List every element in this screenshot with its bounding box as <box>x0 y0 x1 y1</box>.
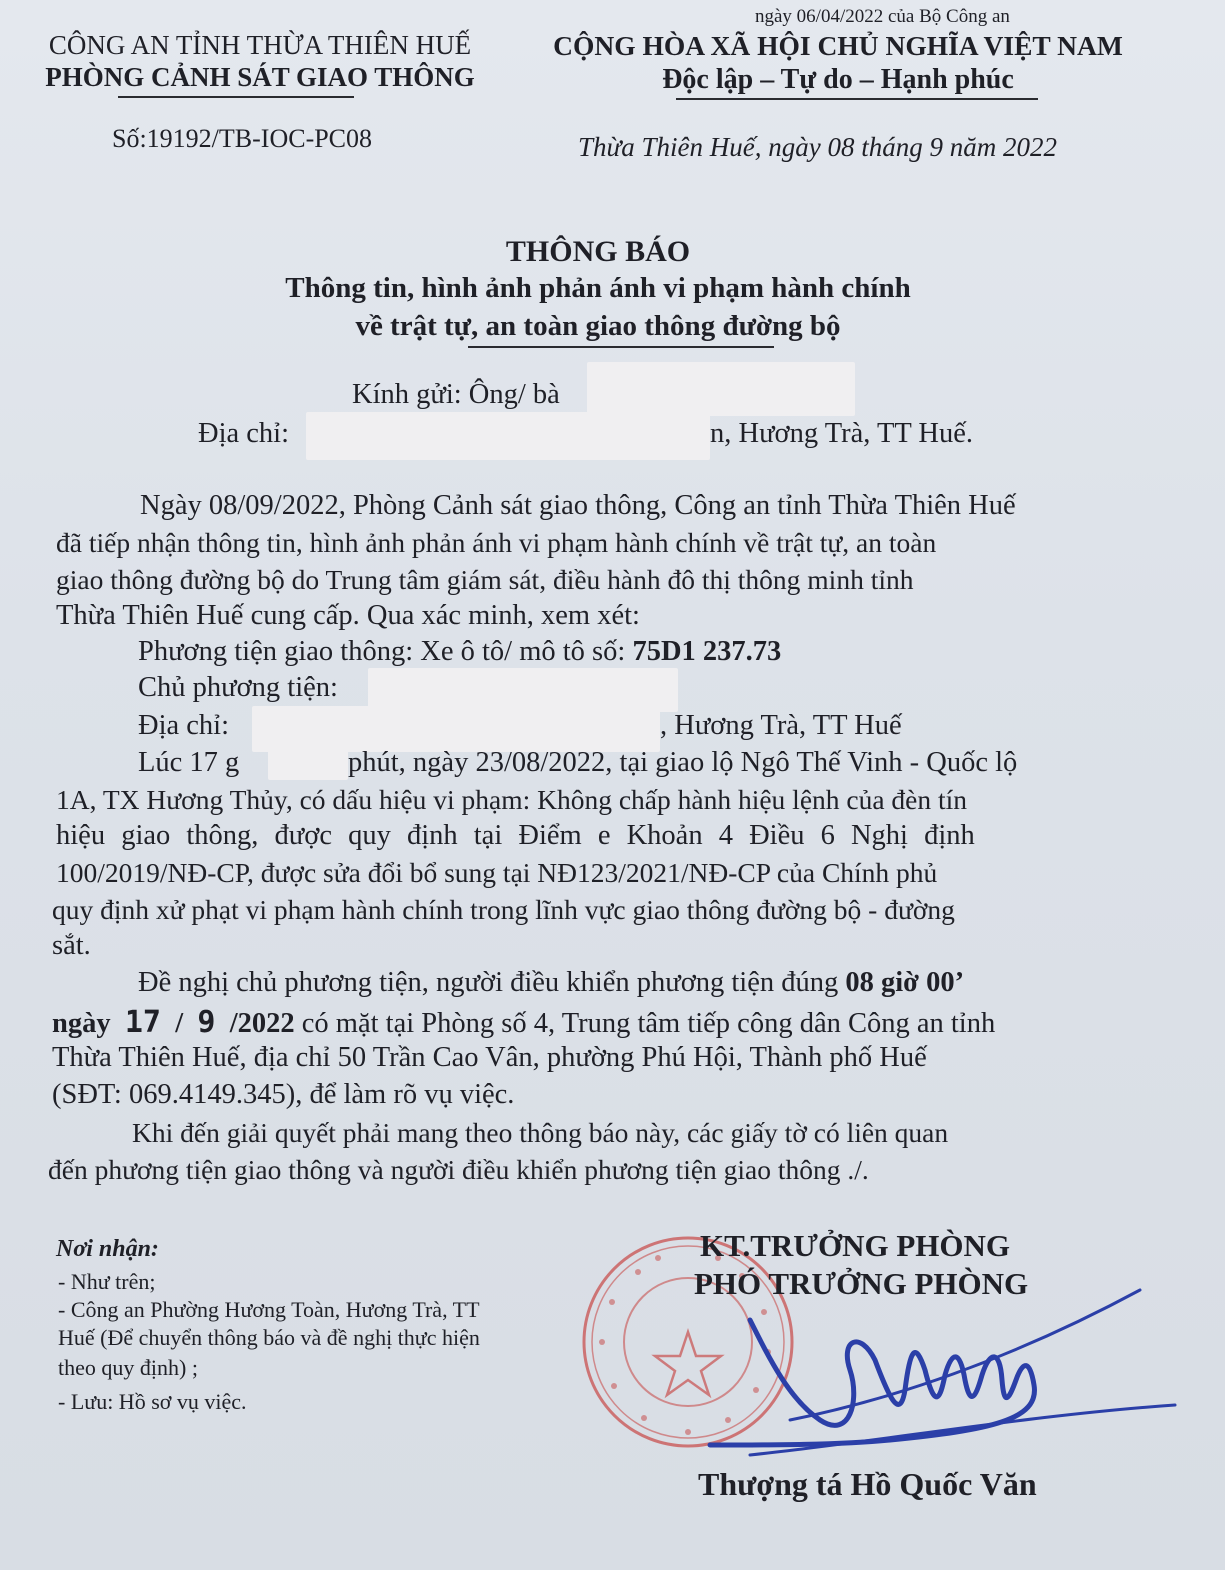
document-number: Số:19192/TB-IOC-PC08 <box>112 124 373 153</box>
paragraph-line: giao thông đường bộ do Trung tâm giám sát, điều hành đô thị thông minh tỉnh <box>56 564 914 595</box>
redacted-recipient-name <box>587 362 855 416</box>
department-name: PHÒNG CẢNH SÁT GIAO THÔNG <box>45 62 475 92</box>
recipient-address-tail: n, Hương Trà, TT Huế. <box>710 418 974 449</box>
date-day: 17 <box>124 1005 161 1040</box>
top-note: ngày 06/04/2022 của Bộ Công an <box>755 6 1010 27</box>
nation-title: CỘNG HÒA XÃ HỘI CHỦ NGHĨA VIỆT NAM <box>553 30 1123 61</box>
date-month: 9 <box>197 1005 216 1040</box>
vehicle-label <box>138 636 781 668</box>
date-year: /2022 <box>229 1008 295 1039</box>
paragraph-line: đã tiếp nhận thông tin, hình ảnh phản ánh vi phạm hành chính về trật tự, an toàn <box>56 527 937 558</box>
nation-motto: Độc lập – Tự do – Hạnh phúc <box>662 64 1014 95</box>
appointment-time: 08 giờ 00’ <box>845 967 965 998</box>
signer-role-2: PHÓ TRƯỞNG PHÒNG <box>694 1266 1029 1301</box>
paragraph-line: Ngày 08/09/2022, Phòng Cảnh sát giao thông, Công an tỉnh Thừa Thiên Huế <box>140 490 1016 521</box>
notice-subtitle-2: về trật tự, an toàn giao thông đường bộ <box>355 310 841 342</box>
recipient-address-label: Địa chỉ: <box>198 418 290 449</box>
recipients-line: Huế (Để chuyển thông báo và đề nghị thực hiện <box>58 1325 480 1350</box>
redacted-recipient-address <box>306 412 710 460</box>
date-after: có mặt tại Phòng số 4, Trung tâm tiếp công dân Công an tỉnh <box>301 1008 996 1039</box>
recipient-greeting: Kính gửi: Ông/ bà <box>352 379 560 410</box>
closing-line: đến phương tiện giao thông và người điều khiển phương tiện giao thông ./. <box>48 1154 869 1185</box>
date-label: ngày <box>52 1008 111 1039</box>
recipients-line: - Lưu: Hồ sơ vụ việc. <box>58 1389 247 1414</box>
redacted-time <box>268 744 348 780</box>
owner-address-label: Địa chỉ: <box>138 710 230 741</box>
request-line: (SĐT: 069.4149.345), để làm rõ vụ việc. <box>52 1079 515 1110</box>
notice-title: THÔNG BÁO <box>505 235 691 268</box>
motto-underline <box>676 98 1038 100</box>
notice-subtitle-1: Thông tin, hình ảnh phản ánh vi phạm hành chính <box>285 272 911 304</box>
signer-name: Thượng tá Hồ Quốc Văn <box>698 1466 1037 1502</box>
recipients-line: - Công an Phường Hương Toàn, Hương Trà, TT <box>58 1297 480 1322</box>
owner-label: Chủ phương tiện: <box>138 672 338 703</box>
time-rest: phút, ngày 23/08/2022, tại giao lộ Ngô Thế Vinh - Quốc lộ <box>348 747 1018 778</box>
request-line <box>138 967 964 999</box>
vehicle-label-text: Phương tiện giao thông: Xe ô tô/ mô tô số: <box>138 636 626 667</box>
paragraph-line: Thừa Thiên Huế cung cấp. Qua xác minh, xem xét: <box>56 600 640 631</box>
recipients-title: Nơi nhận: <box>56 1236 159 1262</box>
time-start: Lúc 17 g <box>138 747 240 778</box>
violation-line: 1A, TX Hương Thủy, có dấu hiệu vi phạm: Không chấp hành hiệu lệnh của đèn tín <box>56 784 968 815</box>
department-underline <box>118 96 354 98</box>
date-separator: / <box>175 1008 184 1039</box>
appointment-date-line <box>52 1005 995 1040</box>
violation-line: 100/2019/NĐ-CP, được sửa đổi bổ sung tại NĐ123/2021/NĐ-CP của Chính phủ <box>56 857 938 888</box>
violation-line: quy định xử phạt vi phạm hành chính trong lĩnh vực giao thông đường bộ - đường <box>52 894 955 925</box>
violation-line: hiệu giao thông, được quy định tại Điểm e Khoản 4 Điều 6 Nghị định <box>56 820 975 851</box>
closing-line: Khi đến giải quyết phải mang theo thông báo này, các giấy tờ có liên quan <box>132 1117 949 1148</box>
recipients-line: - Như trên; <box>58 1269 156 1294</box>
violation-line: sắt. <box>52 930 91 961</box>
recipients-line: theo quy định) ; <box>58 1355 198 1380</box>
owner-address-tail: , Hương Trà, TT Huế <box>660 710 902 741</box>
request-text: Đề nghị chủ phương tiện, người điều khiển phương tiện đúng <box>138 967 839 998</box>
place-date: Thừa Thiên Huế, ngày 08 tháng 9 năm 2022 <box>578 132 1057 162</box>
handwritten-signature-icon <box>690 1280 1180 1480</box>
subtitle-underline <box>468 346 774 348</box>
agency-name: CÔNG AN TỈNH THỪA THIÊN HUẾ <box>48 30 472 60</box>
vehicle-plate: 75D1 237.73 <box>632 636 782 667</box>
signer-role-1: KT.TRƯỞNG PHÒNG <box>700 1228 1010 1263</box>
request-line: Thừa Thiên Huế, địa chỉ 50 Trần Cao Vân, phường Phú Hội, Thành phố Huế <box>52 1042 927 1073</box>
